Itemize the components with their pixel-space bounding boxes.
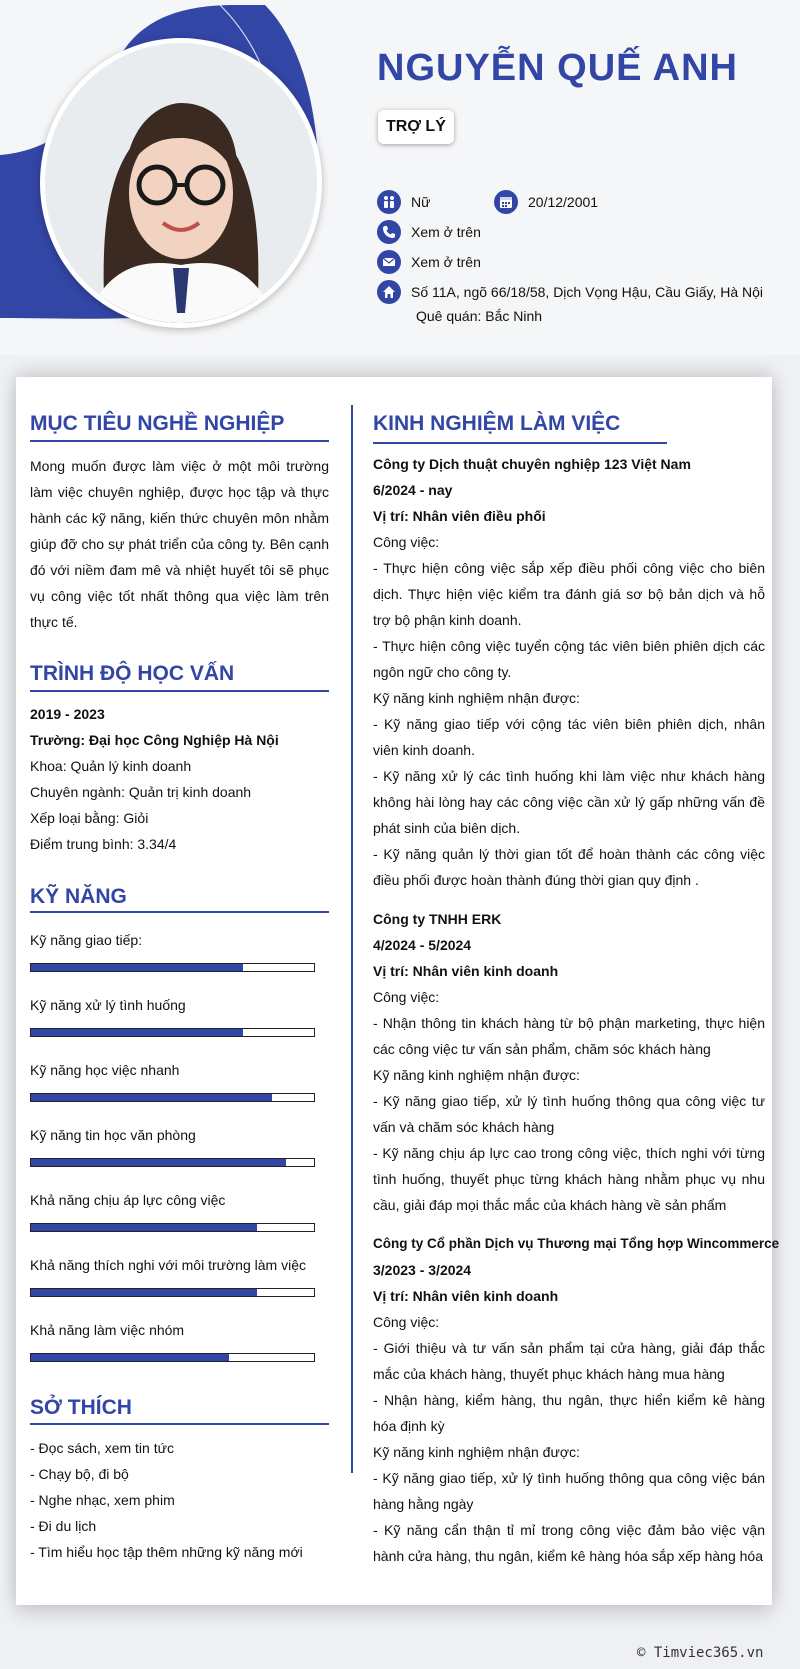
skill-bar-fill: [31, 1354, 229, 1361]
column-divider: [351, 405, 353, 1473]
hometown-value: Quê quán: Bắc Ninh: [416, 308, 543, 324]
address-value: Số 11A, ngõ 66/18/58, Dịch Vọng Hậu, Cầu Giấy, Hà Nội: [411, 284, 764, 300]
candidate-name: NGUYỄN QUẾ ANH: [377, 47, 738, 89]
job-line: - Giới thiệu và tư vấn sản phẩm tại cửa hàng, giải đáp thắc mắc của khách hàng, thuyết phục khách hàng mua hàng: [373, 1340, 765, 1382]
job-line: Kỹ năng kinh nghiệm nhận được:: [373, 1444, 580, 1460]
education-school: Trường: Đại học Công Nghiệp Hà Nội: [30, 732, 279, 748]
job-line: - Kỹ năng cẩn thận tỉ mỉ trong công việc đảm bảo việc vận hành cửa hàng, thu ngân, kiểm kê hàng hóa sắp xếp hàng hóa: [373, 1522, 765, 1564]
gender-value: Nữ: [411, 194, 431, 210]
hobby-item: - Tìm hiểu học tập thêm những kỹ năng mới: [30, 1544, 303, 1560]
hobby-item: - Chạy bộ, đi bộ: [30, 1466, 129, 1482]
skills-title: KỸ NĂNG: [30, 885, 127, 908]
email-row: [377, 250, 481, 274]
address-row: [377, 280, 763, 304]
skill-bar: [30, 963, 315, 972]
skill-bar: [30, 1223, 315, 1232]
home-icon: [377, 280, 401, 304]
watermark: © Timviec365.vn: [637, 1645, 764, 1661]
experience-underline: [373, 442, 667, 444]
skill-label: Kỹ năng tin học văn phòng: [30, 1127, 196, 1143]
job-line: - Kỹ năng xử lý các tình huống khi làm việc như khách hàng không hài lòng hay các công việc cần xử lý gấp những vấn đề phát sinh của biên dịch.: [373, 768, 765, 836]
job-period: 4/2024 - 5/2024: [373, 937, 472, 953]
job-line: Công việc:: [373, 1314, 440, 1330]
job-line: - Nhận thông tin khách hàng từ bộ phận marketing, thực hiện các công việc tư vấn sản phẩm, chăm sóc khách hàng: [373, 1015, 765, 1057]
job-period: 3/2023 - 3/2024: [373, 1262, 472, 1278]
job-line: Công việc:: [373, 534, 440, 550]
job-line: - Kỹ năng giao tiếp với cộng tác viên biên phiên dịch, nhân viên kinh doanh.: [373, 716, 765, 758]
job-entry: [373, 906, 765, 1218]
portrait-avatar: [45, 43, 317, 323]
phone-icon: [377, 220, 401, 244]
skill-bar: [30, 1158, 315, 1167]
gender-row: [377, 190, 430, 214]
hobby-item: - Đọc sách, xem tin tức: [30, 1440, 174, 1456]
job-entry: [373, 451, 765, 893]
skill-bar-fill: [31, 1289, 257, 1296]
job-role: Vị trí: Nhân viên kinh doanh: [373, 1288, 559, 1304]
skill-bar-fill: [31, 964, 243, 971]
job-company: Công ty Dịch thuật chuyên nghiệp 123 Việt Nam: [373, 456, 691, 472]
job-entry: [373, 1231, 780, 1569]
experience-title: KINH NGHIỆM LÀM VIỆC: [373, 412, 621, 435]
education-gpa: Điểm trung bình: 3.34/4: [30, 836, 177, 852]
skill-label: Khả năng làm việc nhóm: [30, 1322, 185, 1338]
skill-label: Kỹ năng xử lý tình huống: [30, 997, 186, 1013]
hobbies-title: SỞ THÍCH: [30, 1396, 132, 1419]
cv-header: [0, 0, 800, 355]
job-period: 6/2024 - nay: [373, 482, 453, 498]
objective-text: Mong muốn được làm việc ở một môi trường làm việc chuyên nghiệp, được học tập và thực hành các kỹ năng, kiến thức chuyên môn nhằm giúp đỡ cho sự phát triển của công ty. Bên cạnh đó với niềm đam mê và nhiệt huyết tôi sẽ phục vụ công việc tốt nhất thông qua việc làm trên thực tế.: [30, 458, 329, 630]
skill-label: Khả năng chịu áp lực công việc: [30, 1192, 226, 1208]
job-role: Vị trí: Nhân viên kinh doanh: [373, 963, 559, 979]
skill-bar: [30, 1288, 315, 1297]
hobbies-underline: [30, 1423, 329, 1425]
hobby-item: - Đi du lịch: [30, 1518, 97, 1534]
skill-bar: [30, 1353, 315, 1362]
phone-row: [377, 220, 481, 244]
skill-label: Khả năng thích nghi với môi trường làm việc: [30, 1257, 306, 1273]
job-company: Công ty Cổ phần Dịch vụ Thương mại Tổng hợp Wincommerce: [373, 1236, 780, 1251]
birthday-value: 20/12/2001: [528, 194, 599, 210]
skill-bar-fill: [31, 1094, 272, 1101]
job-line: - Kỹ năng giao tiếp, xử lý tình huống thông qua công việc tư vấn và chăm sóc khách hàng: [373, 1093, 765, 1135]
mail-icon: [377, 250, 401, 274]
profile-photo: [40, 38, 322, 328]
job-line: - Nhận hàng, kiểm hàng, thu ngân, thực hiển kiểm kê hàng hóa định kỳ: [373, 1392, 765, 1434]
skill-label: Kỹ năng học việc nhanh: [30, 1062, 180, 1078]
skill-bar-fill: [31, 1224, 257, 1231]
hobby-item: - Nghe nhạc, xem phim: [30, 1492, 175, 1508]
skill-label: Kỹ năng giao tiếp:: [30, 932, 143, 948]
phone-value: Xem ở trên: [411, 224, 481, 240]
job-line: - Kỹ năng giao tiếp, xử lý tình huống thông qua công việc bán hàng hằng ngày: [373, 1470, 765, 1512]
gender-icon: [377, 190, 401, 214]
skills-underline: [30, 911, 329, 913]
skill-bar: [30, 1028, 315, 1037]
skill-bar-fill: [31, 1159, 286, 1166]
hobbies-list: [30, 1435, 329, 1565]
calendar-icon: [494, 190, 518, 214]
birthday-row: [494, 190, 598, 214]
job-title-badge: TRỢ LÝ: [378, 110, 454, 144]
job-line: - Kỹ năng chịu áp lực cao trong công việc, thích nghi với từng tình huống, thuyết phục từng khách hàng nhằm phục vụ nhu cầu, giải đáp mọi thắc mắc của khách hàng về sản phẩm: [373, 1145, 765, 1213]
education-period: 2019 - 2023: [30, 706, 105, 722]
job-line: - Kỹ năng quản lý thời gian tốt để hoàn thành các công việc điều phối được hoàn thành đúng thời gian quy định .: [373, 846, 765, 888]
objective-underline: [30, 440, 329, 442]
job-company: Công ty TNHH ERK: [373, 911, 502, 927]
email-value: Xem ở trên: [411, 254, 481, 270]
education-title: TRÌNH ĐỘ HỌC VẤN: [30, 662, 235, 685]
job-line: - Thực hiện công việc sắp xếp điều phối công việc cho biên dịch. Thực hiện việc kiểm tra đánh giá sơ bộ bản dịch và hỗ trợ bộ phận kinh doanh.: [373, 560, 765, 628]
skill-bar: [30, 1093, 315, 1102]
education-faculty: Khoa: Quản lý kinh doanh: [30, 758, 192, 774]
job-line: Công việc:: [373, 989, 440, 1005]
education-underline: [30, 690, 329, 692]
objective-title: MỤC TIÊU NGHỀ NGHIỆP: [30, 412, 285, 435]
job-line: - Thực hiện công việc tuyển cộng tác viên biên phiên dịch các ngôn ngữ cho công ty.: [373, 638, 765, 680]
job-role: Vị trí: Nhân viên điều phối: [373, 508, 546, 524]
education-major: Chuyên ngành: Quản trị kinh doanh: [30, 784, 252, 800]
job-line: Kỹ năng kinh nghiệm nhận được:: [373, 1067, 580, 1083]
job-line: Kỹ năng kinh nghiệm nhận được:: [373, 690, 580, 706]
skill-bar-fill: [31, 1029, 243, 1036]
education-grade: Xếp loại bằng: Giỏi: [30, 810, 149, 826]
education-details: [30, 701, 329, 857]
